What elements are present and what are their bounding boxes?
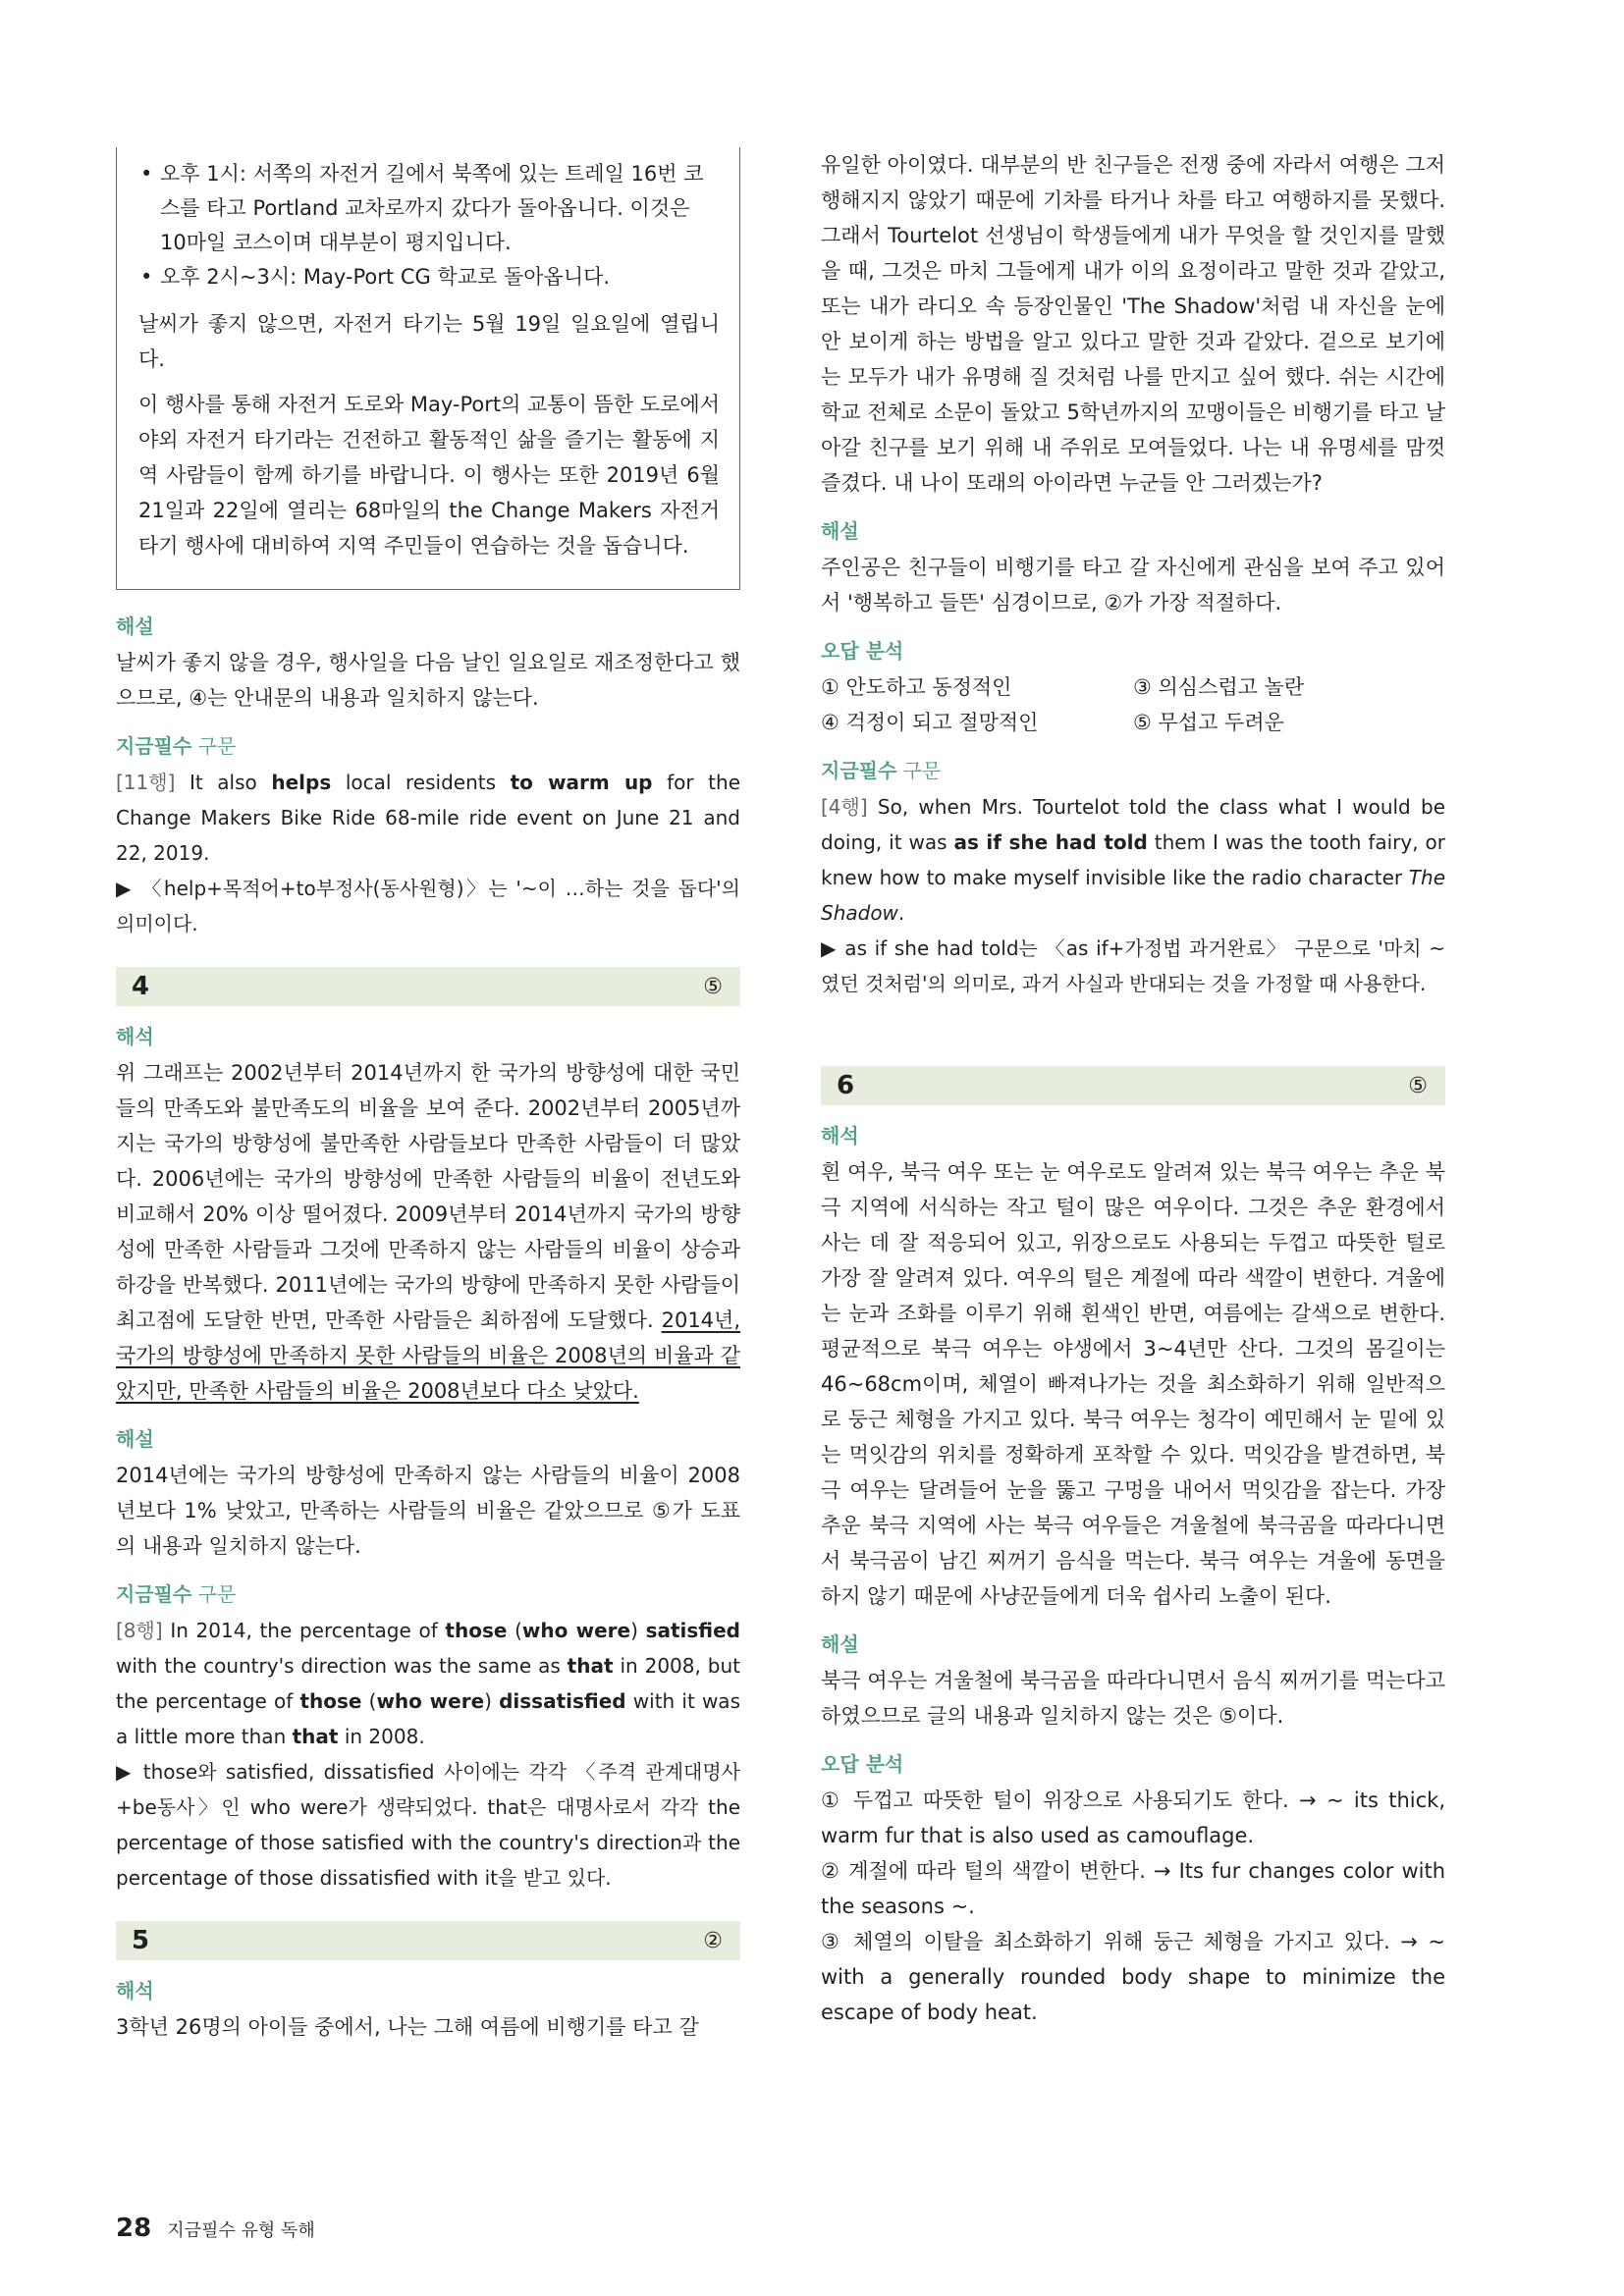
sentence-part: for the Change Makers Bike Ride 68-mile ride event on June 21 and 22, 2019. xyxy=(116,771,741,865)
right-column xyxy=(821,147,1445,2030)
haeseol-text: 북극 여우는 겨울철에 북극곰을 따라다니면서 음식 찌꺼기를 먹는다고 하였으므로 글의 내용과 일치하지 않는 것은 ⑤이다. xyxy=(821,1669,1445,1728)
gumun-note: ▶ 〈help+목적어+to부정사(동사원형)〉는 '~이 …하는 것을 돕다'의 의미이다. xyxy=(116,877,740,935)
gumun-label-main: 지금필수 xyxy=(116,734,192,758)
sentence-part: It also xyxy=(175,771,272,794)
odap-item: ① 두껍고 따뜻한 털이 위장으로 사용되기도 한다. → ~ its thick, warm fur that is also used as camouflage. xyxy=(821,1789,1445,1847)
sentence-bold: dissatisfied xyxy=(499,1689,626,1713)
question-number: 6 xyxy=(837,1071,855,1100)
notice-bullet: • 오후 2시~3시: May-Port CG 학교로 돌아옵니다. xyxy=(138,260,720,294)
gumun-label-main: 지금필수 xyxy=(116,1582,192,1606)
odap-option: ① 안도하고 동정적인 xyxy=(821,675,1012,699)
sentence-part: ( xyxy=(507,1619,522,1642)
sentence-part: . xyxy=(897,901,905,925)
section-label-haeseok: 해석 xyxy=(116,1979,154,2002)
haeseok-plain: 위 그래프는 2002년부터 2014년까지 한 국가의 방향성에 대한 국민들의 만족도와 불만족도의 비율을 보여 준다. 2002년부터 2005년까지는 국가의 방향성에 불만족한 사람들보다 만족한 사람들이 더 많았다. 2006년에는 국가의 방향성에 만족한 사람들의 비율이 전년도와 비교해서 20% 이상 떨어졌다. 2009년부터 2014년까지 국가의 방향성에 만족한 사람들과 그것에 만족하지 않는 사람들의 비율이 상승과 하강을 반복했다. 2011년에는 국가의 방향에 만족하지 못한 사람들이 최고점에 도달한 반면, 만족한 사람들은 최하점에 도달했다. xyxy=(116,1061,740,1332)
section-label-haeseol: 해설 xyxy=(821,1632,859,1656)
sentence-part: In 2014, the percentage of xyxy=(162,1619,446,1642)
gumun-label-sub: 구문 xyxy=(191,734,237,758)
haeseok-underlined: 2014년, 국가의 방향성에 만족하지 못한 사람들의 비율은 2008년의 비율과 같았지만, 만족한 사람들의 비율은 2008년보다 다소 낮았다. xyxy=(116,1308,740,1403)
sentence-bold: satisfied xyxy=(645,1619,740,1642)
line-number: [11행] xyxy=(116,771,176,794)
haeseok-text-continued: 유일한 아이였다. 대부분의 반 친구들은 전쟁 중에 자라서 여행은 그저 행해지지 않았기 때문에 기차를 타거나 차를 타고 여행하지를 못했다. 그래서 Tourtelot 선생님이 학생들에게 내가 무엇을 할 것인지를 말했을 때, 그것은 마치 그들에게 내가 이의 요정이라고 말한 것과 같았고, 또는 내가 라디오 속 등장인물인 'The Shadow'처럼 내 자신을 눈에 안 보이게 하는 방법을 알고 있다고 말한 것과 같았다. 겉으로 보기에는 모두가 내가 유명해 질 것처럼 나를 만지고 싶어 했다. 쉬는 시간에 학교 전체로 소문이 돌았고 5학년까지의 꼬맹이들은 비행기를 타고 날아갈 친구를 보기 위해 내 주위로 모여들었다. 나는 내 유명세를 맘껏 즐겼다. 내 나이 또래의 아이라면 누군들 안 그러겠는가? xyxy=(821,153,1445,495)
sentence-italic: The Shadow xyxy=(821,866,1445,925)
sentence-part: local residents xyxy=(331,771,511,794)
section-label-haeseol: 해설 xyxy=(116,1427,154,1451)
sentence-part: in 2008. xyxy=(338,1725,425,1748)
gumun-sentence xyxy=(116,765,740,871)
question-answer: ② xyxy=(703,1928,723,1953)
sentence-bold: who were xyxy=(521,1619,631,1642)
question-number: 4 xyxy=(132,972,150,1001)
haeseok-text: 3학년 26명의 아이들 중에서, 나는 그해 여름에 비행기를 타고 갈 xyxy=(116,2015,699,2039)
notice-bullet: • 오후 1시: 서쪽의 자전거 길에서 북쪽에 있는 트레일 16번 코스를 타고 Portland 교차로까지 갔다가 돌아옵니다. 이것은 10마일 코스이며 대부분이 평지입니다. xyxy=(138,157,720,260)
line-number: [4행] xyxy=(821,795,868,819)
odap-option: ⑤ 무섭고 두려운 xyxy=(1133,711,1284,734)
section-label-gumun xyxy=(116,731,740,761)
question-header-4 xyxy=(116,967,740,1006)
gumun-label-sub: 구문 xyxy=(191,1582,237,1606)
page-number: 28 xyxy=(116,2214,152,2243)
gumun-sentence xyxy=(821,789,1445,931)
section-label-gumun xyxy=(116,1579,740,1609)
sentence-bold: that xyxy=(567,1654,614,1678)
sentence-bold: who were xyxy=(376,1689,485,1713)
gumun-sentence xyxy=(116,1613,740,1754)
question-header-5 xyxy=(116,1921,740,1960)
section-label-odap: 오답 분석 xyxy=(821,639,904,663)
sentence-bold: to warm up xyxy=(510,771,653,794)
sentence-bold: those xyxy=(299,1689,362,1713)
question-number: 5 xyxy=(132,1926,150,1955)
haeseok-text xyxy=(116,1055,740,1409)
haeseol-text: 2014년에는 국가의 방향성에 만족하지 않는 사람들의 비율이 2008년보다 1% 낮았고, 만족하는 사람들의 비율은 같았으므로 ⑤가 도표의 내용과 일치하지 않는다. xyxy=(116,1464,740,1558)
odap-option: ④ 걱정이 되고 절망적인 xyxy=(821,711,1039,734)
sentence-part: ) xyxy=(630,1619,646,1642)
haeseol-text: 날씨가 좋지 않을 경우, 행사일을 다음 날인 일요일로 재조정한다고 했으므로, ④는 안내문의 내용과 일치하지 않는다. xyxy=(116,651,740,710)
haeseok-text: 흰 여우, 북극 여우 또는 눈 여우로도 알려져 있는 북극 여우는 추운 북극 지역에 서식하는 작고 털이 많은 여우이다. 그것은 추운 환경에서 사는 데 잘 적응되어 있고, 위장으로도 사용되는 두껍고 따뜻한 털로 가장 잘 알려져 있다. 여우의 털은 계절에 따라 색깔이 변한다. 겨울에는 눈과 조화를 이루기 위해 흰색인 반면, 여름에는 갈색으로 변한다. 평균적으로 북극 여우는 야생에서 3~4년만 산다. 그것의 몸길이는 46~68cm이며, 체열이 빠져나가는 것을 최소화하기 위해 일반적으로 둥근 체형을 가지고 있다. 북극 여우는 청각이 예민해서 눈 밑에 있는 먹잇감의 위치를 정확하게 포착할 수 있다. 먹잇감을 발견하면, 북극 여우는 달려들어 눈을 뚫고 구멍을 내어서 먹잇감을 잡는다. 가장 추운 북극 지역에 사는 북극 여우들은 겨울철에 북극곰을 따라다니면서 북극곰이 남긴 찌꺼기 음식을 먹는다. 북극 여우는 겨울에 동면을 하지 않기 때문에 사냥꾼들에게 더욱 쉽사리 노출이 된다. xyxy=(821,1160,1445,1608)
gumun-label-sub: 구문 xyxy=(896,759,942,782)
gumun-note: ▶ those와 satisfied, dissatisfied 사이에는 각각 〈주격 관계대명사+be동사〉인 who were가 생략되었다. that은 대명사로서 각각 the percentage of those satisfied with the country's direction과 the percentage of those dissatisfied with it을 받고 있다. xyxy=(116,1760,740,1890)
notice-bullets xyxy=(138,157,720,294)
odap-options xyxy=(821,669,1445,740)
notice-paragraph: 날씨가 좋지 않으면, 자전거 타기는 5월 19일 일요일에 열립니다. xyxy=(138,312,720,371)
sentence-part: with the country's direction was the same as xyxy=(116,1654,568,1678)
left-column xyxy=(116,147,740,2056)
sentence-bold: helps xyxy=(271,771,332,794)
gumun-note: ▶ as if she had told는 〈as if+가정법 과거완료〉 구문으로 '마치 ~였던 것처럼'의 의미로, 과거 사실과 반대되는 것을 가정할 때 사용한다. xyxy=(821,936,1445,995)
sentence-part: in 2008, but the percentage of xyxy=(116,1654,740,1713)
line-number: [8행] xyxy=(116,1619,163,1642)
sentence-part: with it was a little more than xyxy=(116,1689,740,1748)
sentence-bold: those xyxy=(445,1619,508,1642)
sentence-part: So, when Mrs. Tourtelot told the class what I would be doing, it was xyxy=(821,795,1445,854)
question-answer: ⑤ xyxy=(703,974,723,999)
question-header-6 xyxy=(821,1066,1445,1105)
odap-item: ② 계절에 따라 털의 색깔이 변한다. → Its fur changes color with the seasons ~. xyxy=(821,1859,1445,1918)
section-label-haeseok: 해석 xyxy=(116,1025,154,1048)
notice-box xyxy=(116,147,740,590)
book-title: 지금필수 유형 독해 xyxy=(167,2220,315,2241)
sentence-bold: that xyxy=(292,1725,339,1748)
section-label-haeseok: 해석 xyxy=(821,1124,859,1148)
notice-paragraph: 이 행사를 통해 자전거 도로와 May-Port의 교통이 뜸한 도로에서 야외 자전거 타기라는 건전하고 활동적인 삶을 즐기는 활동에 지역 사람들이 함께 하기를 바랍니다. 이 행사는 또한 2019년 6월 21일과 22일에 열리는 68마일의 the Change Makers 자전거 타기 행사에 대비하여 지역 주민들이 연습하는 것을 돕습니다. xyxy=(138,393,720,558)
sentence-part: ) xyxy=(484,1689,500,1713)
page-footer xyxy=(116,2214,315,2243)
sentence-part: them I was the tooth fairy, or knew how to make myself invisible like the radio character xyxy=(821,830,1445,889)
sentence-bold: as if she had told xyxy=(953,830,1148,854)
question-answer: ⑤ xyxy=(1408,1073,1428,1098)
section-label-haeseol: 해설 xyxy=(821,519,859,543)
section-label-gumun xyxy=(821,756,1445,785)
section-label-odap: 오답 분석 xyxy=(821,1752,904,1776)
odap-item: ③ 체열의 이탈을 최소화하기 위해 둥근 체형을 가지고 있다. → ~ with a generally rounded body shape to minimize the escape of body heat. xyxy=(821,1930,1445,2024)
odap-option: ③ 의심스럽고 놀란 xyxy=(1133,675,1305,699)
haeseol-text: 주인공은 친구들이 비행기를 타고 갈 자신에게 관심을 보여 주고 있어서 '행복하고 들뜬' 심경이므로, ②가 가장 적절하다. xyxy=(821,556,1445,614)
sentence-part: ( xyxy=(361,1689,377,1713)
gumun-label-main: 지금필수 xyxy=(821,759,897,782)
section-label-haeseol: 해설 xyxy=(116,614,154,638)
